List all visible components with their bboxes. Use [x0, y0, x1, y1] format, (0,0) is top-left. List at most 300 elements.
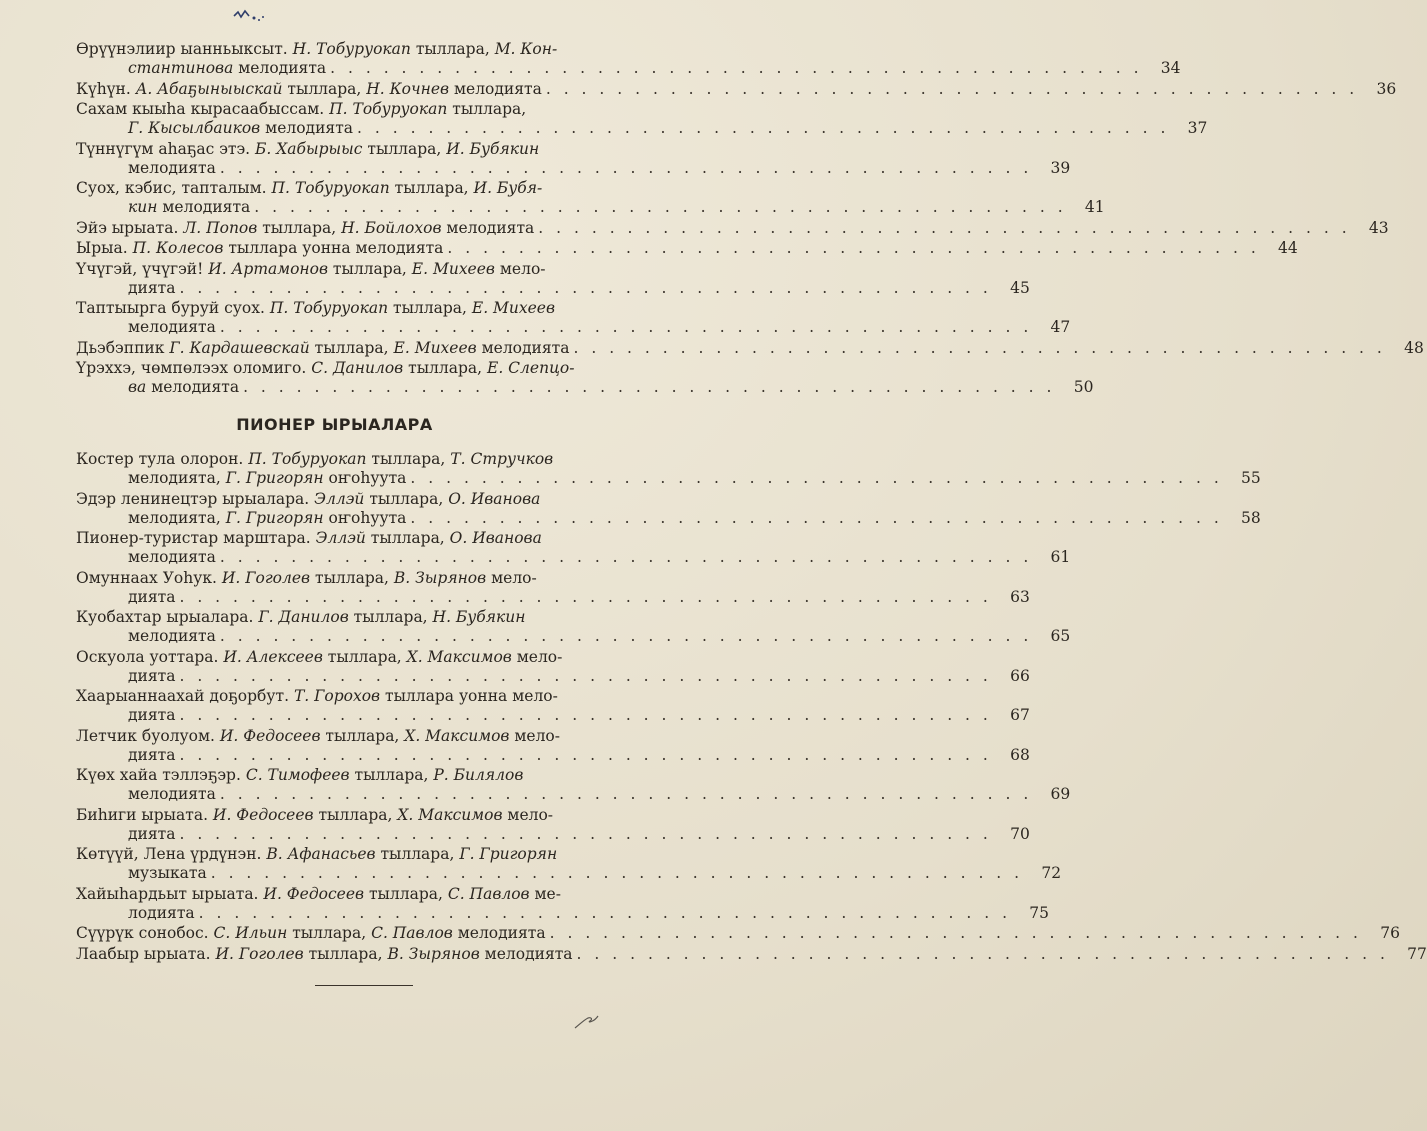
credit-text: тыллара,	[257, 218, 342, 237]
credit-text: тыллара,	[287, 924, 372, 942]
dot-leader	[216, 627, 1036, 646]
toc-entry-text	[76, 140, 539, 159]
credit-text: тыллара,	[313, 805, 398, 824]
toc-entry	[76, 450, 1261, 488]
song-title: Лаабыр ырыата.	[76, 944, 216, 963]
toc-entry-line	[76, 100, 636, 119]
dot-leader	[534, 219, 1354, 238]
toc-entry-line	[76, 40, 636, 59]
song-title: дията	[128, 666, 176, 685]
song-title: мелодията	[128, 548, 216, 566]
dot-leader	[443, 239, 1263, 258]
section-heading: ПИОНЕР ЫРЫАЛАРА	[236, 415, 433, 434]
credit-text: мелодията	[157, 198, 251, 216]
page-number: 76	[1380, 924, 1400, 942]
toc-entry	[76, 218, 1389, 238]
toc-entry	[76, 338, 1424, 358]
toc-entry-line	[76, 179, 636, 198]
credit-suffix: мело-	[494, 259, 546, 278]
song-title: Пионер-туристар марштара.	[76, 529, 316, 547]
toc-entry-text	[76, 945, 573, 964]
composer-name: Е. Михеев	[393, 338, 477, 357]
dot-leader	[175, 706, 995, 725]
toc-entry-text	[76, 529, 542, 548]
credit-text: тыллара,	[364, 884, 448, 903]
toc-entry-line	[76, 587, 1030, 607]
composer-name: Н. Бубякин	[432, 608, 526, 626]
toc-entry-line	[76, 548, 1071, 567]
toc-entry	[76, 259, 1030, 298]
song-title: Оскуола уоттара.	[76, 647, 224, 666]
page-number: 75	[1029, 903, 1050, 922]
composer-name: Е. Михеев	[471, 299, 556, 317]
dot-leader	[175, 746, 995, 765]
toc-entry	[76, 100, 1208, 138]
dot-leader	[175, 825, 995, 844]
dot-leader	[175, 279, 995, 298]
toc-entry-text	[76, 260, 546, 279]
toc-entry-text	[128, 279, 175, 298]
lyricist-name: стантинова	[128, 59, 234, 77]
toc-entry-line	[76, 158, 1071, 178]
toc-entry	[76, 79, 1397, 99]
lyricist-name: С. Данилов	[311, 359, 404, 377]
toc-entry-line	[76, 299, 636, 318]
song-title: Куобахтар ырыалара.	[76, 608, 259, 626]
toc-entry	[76, 139, 1071, 178]
credit-text: оҥоһуута	[323, 508, 407, 527]
toc-entry	[76, 568, 1030, 607]
song-title: Хаарыаннаахай доҕорбут.	[76, 687, 294, 705]
composer-name: Г. Григорян	[459, 845, 558, 863]
toc-entry-text	[128, 904, 195, 923]
song-title: Көтүүй, Лена үрдүнэн.	[76, 845, 267, 863]
dot-leader	[239, 378, 1059, 397]
toc-entry	[76, 239, 1298, 258]
song-title: Летчик буолуом.	[76, 726, 220, 745]
toc-entry-line	[76, 845, 636, 864]
credit-text: тыллара,	[366, 450, 451, 468]
toc-entry-text	[128, 588, 175, 607]
toc-entry	[76, 884, 1050, 923]
toc-entry-text	[76, 40, 557, 59]
lyricist-name: И. Гоголев	[221, 568, 311, 587]
toc-entry-text	[128, 469, 406, 488]
toc-entry-text	[128, 159, 216, 178]
credit-text: тыллара,	[349, 766, 434, 784]
credit-text: тыллара,	[365, 529, 450, 547]
lyricist-name: И. Федосеев	[219, 726, 321, 745]
composer-name: Х. Максимов	[404, 726, 510, 745]
toc-entry-line	[76, 59, 1181, 78]
page-number: 44	[1278, 239, 1298, 257]
toc-entry-text	[76, 339, 569, 358]
credit-text: тыллара,	[348, 608, 433, 626]
composer-name: С. Павлов	[371, 924, 453, 942]
lyricist-name: И. Федосеев	[263, 884, 365, 903]
toc-entry-text	[76, 80, 542, 99]
composer-name: М. Кон-	[494, 40, 558, 58]
lyricist-name: Т. Горохов	[293, 687, 381, 705]
credit-text: тыллара,	[410, 40, 495, 58]
toc-entry	[76, 845, 1062, 883]
page-number: 66	[1010, 666, 1030, 685]
credit-text: тыллара,	[303, 944, 388, 963]
lyricist-name: Г. Кардашевскай	[169, 338, 310, 357]
credit-suffix: мелодията	[452, 924, 546, 942]
toc-entry-line	[76, 318, 1071, 337]
lyricist-name: Эллэй	[315, 529, 366, 547]
credit-text: тыллара,	[328, 259, 412, 278]
credit-text: тыллара,	[375, 845, 460, 863]
song-title: Омуннаах Уоһук.	[76, 568, 222, 587]
composer-name: Х. Максимов	[397, 805, 503, 824]
lyricist-name: И. Федосеев	[212, 805, 314, 824]
toc-entry-text	[76, 219, 534, 238]
toc-entry-line	[76, 944, 1427, 964]
credit-suffix: мело-	[511, 647, 563, 666]
toc-entry-text	[76, 569, 537, 588]
song-title: дията	[128, 587, 176, 606]
credit-text: тыллара уонна мело-	[380, 687, 558, 705]
composer-name: О. Иванова	[449, 529, 542, 547]
lyricist-name: И. Алексеев	[223, 647, 323, 666]
song-title: мелодията,	[128, 508, 226, 527]
lyricist-name: С. Тимофеев	[245, 766, 350, 784]
song-title: Күөх хайа тэллэҕэр.	[76, 766, 246, 784]
toc-entry-line	[76, 278, 1030, 298]
dot-leader	[216, 785, 1036, 804]
toc-entry-line	[76, 824, 1030, 844]
toc-entry-text	[128, 198, 250, 217]
lyricist-name: И. Артамонов	[208, 259, 328, 278]
lyricist-name: А. Абаҕыныыскай	[135, 79, 283, 98]
toc-entry	[76, 40, 1181, 78]
song-title: лодията	[128, 903, 195, 922]
dot-leader	[406, 509, 1226, 528]
toc-entry-text	[128, 318, 216, 337]
lyricist-name: П. Тобуруокап	[329, 100, 448, 118]
toc-entry-line	[76, 648, 636, 667]
song-title: музыката	[128, 864, 207, 882]
song-title: мелодията	[128, 627, 216, 645]
credit-text: мелодията	[260, 119, 354, 137]
credit-text: тыллара,	[322, 647, 407, 666]
song-title: Эйэ ырыата.	[76, 218, 184, 237]
song-title: Суох, кэбис, тапталым.	[76, 179, 272, 197]
toc-entry-line	[76, 119, 1208, 138]
song-title: Өрүүнэлиир ыанньыксыт.	[76, 40, 293, 58]
toc-entry	[76, 924, 1400, 943]
credit-suffix: ме-	[529, 884, 561, 903]
credit-text: тыллара,	[310, 568, 394, 587]
toc-entry-line	[76, 198, 1105, 217]
song-title: мелодията,	[128, 469, 226, 487]
toc-entry-text	[76, 845, 557, 864]
dot-leader	[569, 339, 1389, 358]
page-number: 39	[1050, 158, 1071, 177]
toc-entry	[76, 489, 1261, 528]
page-number: 61	[1050, 548, 1071, 566]
page-number: 67	[1010, 706, 1030, 724]
table-of-contents-part-1	[76, 40, 1424, 399]
page-number: 45	[1010, 278, 1030, 297]
toc-entry-text	[76, 179, 542, 198]
table-of-contents-part-2	[76, 450, 1427, 965]
lyricist-name: Г. Григорян	[225, 508, 324, 527]
page-number: 69	[1050, 785, 1071, 803]
song-title: Дьэбэппик	[76, 338, 170, 357]
toc-entry-text	[76, 648, 562, 667]
credit-text: тыллара,	[362, 139, 447, 158]
page-number: 58	[1241, 508, 1261, 527]
toc-entry-line	[76, 706, 1030, 725]
toc-entry	[76, 647, 1030, 686]
toc-entry-text	[76, 100, 526, 119]
dot-leader	[175, 667, 995, 686]
credit-text: тыллара уонна мелодията	[223, 239, 444, 257]
lyricist-name: Г. Данилов	[258, 608, 349, 626]
toc-entry-text	[76, 687, 558, 706]
dot-leader	[207, 864, 1027, 883]
song-title: Хайыһардьыт ырыата.	[76, 884, 264, 903]
song-title: дията	[128, 824, 176, 843]
composer-name: Н. Кочнев	[366, 79, 450, 98]
lyricist-name: Б. Хабырыыс	[255, 139, 363, 158]
toc-entry	[76, 359, 1094, 397]
toc-entry-text	[128, 627, 216, 646]
toc-entry-line	[76, 490, 636, 509]
toc-entry-text	[76, 766, 523, 785]
credit-text: оҥоһуута	[323, 469, 407, 487]
dot-leader	[542, 80, 1362, 99]
toc-entry-line	[76, 666, 1030, 686]
toc-entry-text	[76, 299, 555, 318]
dot-leader	[175, 588, 995, 607]
lyricist-name: П. Тобуруокап	[271, 179, 390, 197]
credit-text: мелодията	[146, 378, 240, 396]
pencil-mark-icon	[572, 1010, 602, 1034]
toc-entry-line	[76, 924, 1400, 943]
page-number: 34	[1160, 59, 1181, 77]
toc-entry-text	[76, 450, 553, 469]
toc-entry	[76, 179, 1105, 217]
song-title: Үчүгэй, үчүгэй!	[76, 259, 209, 278]
toc-entry	[76, 687, 1030, 725]
toc-entry	[76, 766, 1071, 804]
toc-entry-line	[76, 450, 636, 469]
toc-entry-line	[76, 140, 636, 159]
credit-suffix: мелодията	[441, 218, 535, 237]
dot-leader	[216, 318, 1036, 337]
page-number: 37	[1187, 119, 1208, 137]
toc-entry-line	[76, 903, 1050, 923]
song-title: Биһиги ырыата.	[76, 805, 213, 824]
toc-entry-text	[76, 239, 443, 258]
toc-entry-text	[128, 378, 239, 397]
composer-name: Н. Бойлохов	[341, 218, 442, 237]
song-title: Сүүрүк сонобос.	[76, 924, 214, 942]
credit-text: тыллара,	[403, 359, 488, 377]
dot-leader	[195, 904, 1015, 923]
page-number: 63	[1010, 587, 1030, 606]
page-number: 65	[1050, 627, 1071, 645]
page-number: 77	[1407, 944, 1427, 963]
song-title: Күһүн.	[76, 79, 136, 98]
toc-entry-line	[76, 745, 1030, 765]
toc-entry-text	[128, 706, 175, 725]
song-title: Сахам кыыһа кырасаабыссам.	[76, 100, 330, 118]
composer-name: О. Иванова	[448, 489, 541, 508]
dot-leader	[406, 469, 1226, 488]
toc-entry-line	[76, 727, 636, 746]
lyricist-name: Г. Григорян	[225, 469, 324, 487]
dot-leader	[573, 945, 1393, 964]
toc-entry	[76, 299, 1071, 337]
toc-entry-line	[76, 79, 1397, 99]
dot-leader	[216, 159, 1036, 178]
toc-entry-line	[76, 608, 636, 627]
composer-name: Р. Билялов	[433, 766, 524, 784]
toc-entry-line	[76, 627, 1071, 646]
song-title: Үрэххэ, чөмпөлээх оломиго.	[76, 359, 312, 377]
toc-entry	[76, 944, 1427, 964]
composer-name: Е. Слепцо-	[487, 359, 575, 377]
song-title: дията	[128, 745, 176, 764]
toc-entry-text	[76, 806, 553, 825]
toc-entry-line	[76, 359, 636, 378]
lyricist-name: ва	[128, 378, 147, 396]
toc-entry	[76, 529, 1071, 567]
lyricist-name: Эллэй	[314, 489, 365, 508]
toc-entry-line	[76, 469, 1261, 488]
toc-entry-text	[76, 885, 561, 904]
page-number: 36	[1376, 79, 1397, 98]
composer-name: И. Бубякин	[446, 139, 540, 158]
toc-entry-line	[76, 785, 1071, 804]
toc-entry-line	[76, 529, 636, 548]
lyricist-name: П. Тобуруокап	[248, 450, 367, 468]
page-number: 50	[1073, 378, 1094, 396]
song-title: мелодията	[128, 158, 216, 177]
toc-entry-line	[76, 864, 1062, 883]
toc-entry-text	[76, 490, 540, 509]
page-number: 55	[1241, 469, 1261, 487]
composer-name: Х. Максимов	[406, 647, 512, 666]
composer-name: В. Зырянов	[387, 944, 480, 963]
lyricist-name: кин	[128, 198, 158, 216]
credit-suffix: мелодията	[476, 338, 570, 357]
toc-entry-line	[76, 766, 636, 785]
toc-entry-line	[76, 569, 636, 588]
toc-entry-line	[76, 885, 636, 904]
toc-entry-line	[76, 378, 1094, 397]
composer-name: Т. Стручков	[450, 450, 554, 468]
toc-entry	[76, 608, 1071, 646]
page-number: 41	[1084, 198, 1105, 216]
lyricist-name: Л. Попов	[183, 218, 258, 237]
composer-name: С. Павлов	[447, 884, 530, 903]
toc-entry-text	[128, 825, 175, 844]
toc-entry-line	[76, 260, 636, 279]
lyricist-name: П. Тобуруокап	[269, 299, 389, 317]
page-number: 68	[1010, 745, 1030, 764]
page-number: 47	[1050, 318, 1071, 336]
song-title: Таптыырга буруй суох.	[76, 299, 270, 317]
toc-entry	[76, 805, 1030, 844]
song-title: Түннүгүм аһаҕас этэ.	[76, 139, 255, 158]
credit-text: мелодията	[233, 59, 327, 77]
credit-suffix: мело-	[509, 726, 560, 745]
song-title: дията	[128, 278, 176, 297]
lyricist-name: Н. Тобуруокап	[292, 40, 411, 58]
dot-leader	[353, 119, 1173, 138]
credit-suffix: мело-	[486, 568, 537, 587]
song-title: Эдэр ленинецтэр ырыалара.	[76, 489, 315, 508]
composer-name: В. Зырянов	[393, 568, 487, 587]
song-title: мелодията	[128, 785, 216, 803]
page-number: 70	[1010, 824, 1030, 843]
toc-entry-text	[128, 667, 175, 686]
credit-text: тыллара,	[282, 79, 367, 98]
toc-entry-text	[76, 727, 560, 746]
song-title: Костер тула олорон.	[76, 450, 249, 468]
credit-text: тыллара,	[309, 338, 394, 357]
toc-entry-line	[76, 806, 636, 825]
lyricist-name: С. Ильин	[213, 924, 288, 942]
lyricist-name: П. Колесов	[132, 239, 224, 257]
song-title: мелодиятa	[128, 318, 216, 336]
lyricist-name: В. Афанасьев	[266, 845, 376, 863]
toc-entry-line	[76, 338, 1424, 358]
toc-entry-text	[76, 924, 546, 943]
song-title: дията	[128, 706, 176, 724]
dot-leader	[326, 59, 1146, 78]
toc-entry-text	[76, 359, 574, 378]
credit-text: тыллара,	[447, 100, 527, 118]
toc-entry-text	[76, 608, 525, 627]
toc-entry-text	[128, 59, 326, 78]
dot-leader	[250, 198, 1070, 217]
toc-entry-text	[128, 548, 216, 567]
toc-entry-text	[128, 746, 175, 765]
composer-name: И. Бубя-	[473, 179, 543, 197]
ink-smudge-icon	[232, 8, 266, 26]
toc-entry-text	[128, 864, 207, 883]
toc-entry-line	[76, 508, 1261, 528]
composer-name: Е. Михеев	[411, 259, 495, 278]
toc-entry-line	[76, 218, 1389, 238]
toc-entry	[76, 726, 1030, 765]
credit-suffix: мелодията	[449, 79, 542, 98]
credit-suffix: мело-	[502, 805, 554, 824]
credit-text: тыллара,	[364, 489, 449, 508]
page-number: 72	[1041, 864, 1062, 882]
closing-rule	[315, 985, 413, 986]
dot-leader	[546, 924, 1366, 943]
credit-text: тыллара,	[389, 179, 474, 197]
toc-entry-text	[128, 785, 216, 804]
credit-text: тыллара,	[320, 726, 405, 745]
toc-entry-line	[76, 687, 636, 706]
dot-leader	[216, 548, 1036, 567]
toc-entry-text	[128, 509, 406, 528]
song-title: Ырыа.	[76, 239, 133, 257]
toc-entry-text	[128, 119, 353, 138]
credit-suffix: мелодията	[479, 944, 573, 963]
credit-text: тыллара,	[388, 299, 472, 317]
lyricist-name: И. Гоголев	[215, 944, 304, 963]
